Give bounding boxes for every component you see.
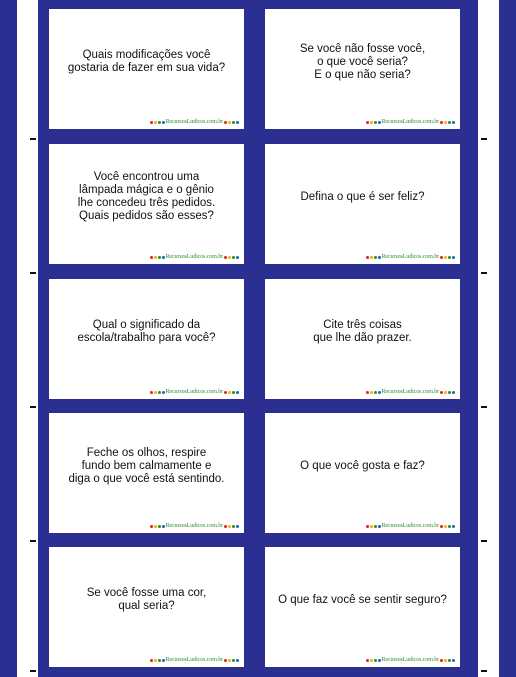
card-question: O que você gosta e faz? xyxy=(300,459,425,472)
brand-text: RecursosLudicos.com.br xyxy=(165,119,223,125)
question-card xyxy=(265,547,460,667)
question-card xyxy=(49,547,244,667)
color-dots-icon xyxy=(440,391,455,394)
color-dots-icon xyxy=(224,121,239,124)
color-dots-icon xyxy=(150,659,165,662)
color-dots-icon xyxy=(150,121,165,124)
card-question: Qual o significado da escola/trabalho para você? xyxy=(77,319,216,344)
question-card xyxy=(49,144,244,264)
color-dots-icon xyxy=(366,525,381,528)
card-question: Se você fosse uma cor, qual seria? xyxy=(86,587,207,612)
brand-watermark xyxy=(150,657,239,663)
question-card xyxy=(265,413,460,533)
crop-mark xyxy=(481,670,487,672)
color-dots-icon xyxy=(150,525,165,528)
brand-text: RecursosLudicos.com.br xyxy=(381,657,439,663)
brand-watermark xyxy=(366,523,455,529)
brand-text: RecursosLudicos.com.br xyxy=(165,523,223,529)
card-question: Se você não fosse você, o que você seria? E o que não seria? xyxy=(299,42,426,81)
crop-mark xyxy=(481,272,487,274)
brand-text: RecursosLudicos.com.br xyxy=(381,254,439,260)
brand-text: RecursosLudicos.com.br xyxy=(165,389,223,395)
brand-watermark xyxy=(366,119,455,125)
color-dots-icon xyxy=(366,121,381,124)
question-card xyxy=(265,279,460,399)
right-border-band xyxy=(499,0,516,677)
color-dots-icon xyxy=(366,256,381,259)
crop-mark xyxy=(30,406,36,408)
card-question: Você encontrou uma lâmpada mágica e o gênio lhe concedeu três pedidos. Quais pedidos são esses? xyxy=(77,171,216,222)
crop-mark xyxy=(30,138,36,140)
brand-text: RecursosLudicos.com.br xyxy=(381,523,439,529)
crop-mark xyxy=(481,138,487,140)
card-sheet xyxy=(38,0,478,677)
card-question: Quais modificações você gostaria de fazer em sua vida? xyxy=(67,49,226,74)
crop-mark xyxy=(30,272,36,274)
color-dots-icon xyxy=(440,121,455,124)
question-card xyxy=(49,9,244,129)
brand-watermark xyxy=(366,389,455,395)
color-dots-icon xyxy=(224,256,239,259)
card-question: O que faz você se sentir seguro? xyxy=(278,593,447,606)
brand-watermark xyxy=(150,254,239,260)
color-dots-icon xyxy=(366,391,381,394)
brand-text: RecursosLudicos.com.br xyxy=(165,657,223,663)
color-dots-icon xyxy=(366,659,381,662)
card-question: Cite três coisas que lhe dão prazer. xyxy=(313,319,412,344)
color-dots-icon xyxy=(224,659,239,662)
card-question: Defina o que é ser feliz? xyxy=(300,190,425,203)
question-card xyxy=(265,9,460,129)
brand-watermark xyxy=(150,523,239,529)
brand-watermark xyxy=(150,119,239,125)
color-dots-icon xyxy=(440,256,455,259)
brand-text: RecursosLudicos.com.br xyxy=(381,389,439,395)
left-border-band xyxy=(0,0,17,677)
brand-watermark xyxy=(366,254,455,260)
crop-mark xyxy=(481,540,487,542)
brand-watermark xyxy=(150,389,239,395)
color-dots-icon xyxy=(224,525,239,528)
color-dots-icon xyxy=(224,391,239,394)
question-card xyxy=(265,144,460,264)
crop-mark xyxy=(481,406,487,408)
color-dots-icon xyxy=(150,256,165,259)
card-question: Feche os olhos, respire fundo bem calmamente e diga o que você está sentindo. xyxy=(68,446,225,485)
color-dots-icon xyxy=(440,525,455,528)
crop-mark xyxy=(30,670,36,672)
brand-watermark xyxy=(366,657,455,663)
brand-text: RecursosLudicos.com.br xyxy=(165,254,223,260)
color-dots-icon xyxy=(440,659,455,662)
question-card xyxy=(49,279,244,399)
brand-text: RecursosLudicos.com.br xyxy=(381,119,439,125)
crop-mark xyxy=(30,540,36,542)
color-dots-icon xyxy=(150,391,165,394)
question-card xyxy=(49,413,244,533)
